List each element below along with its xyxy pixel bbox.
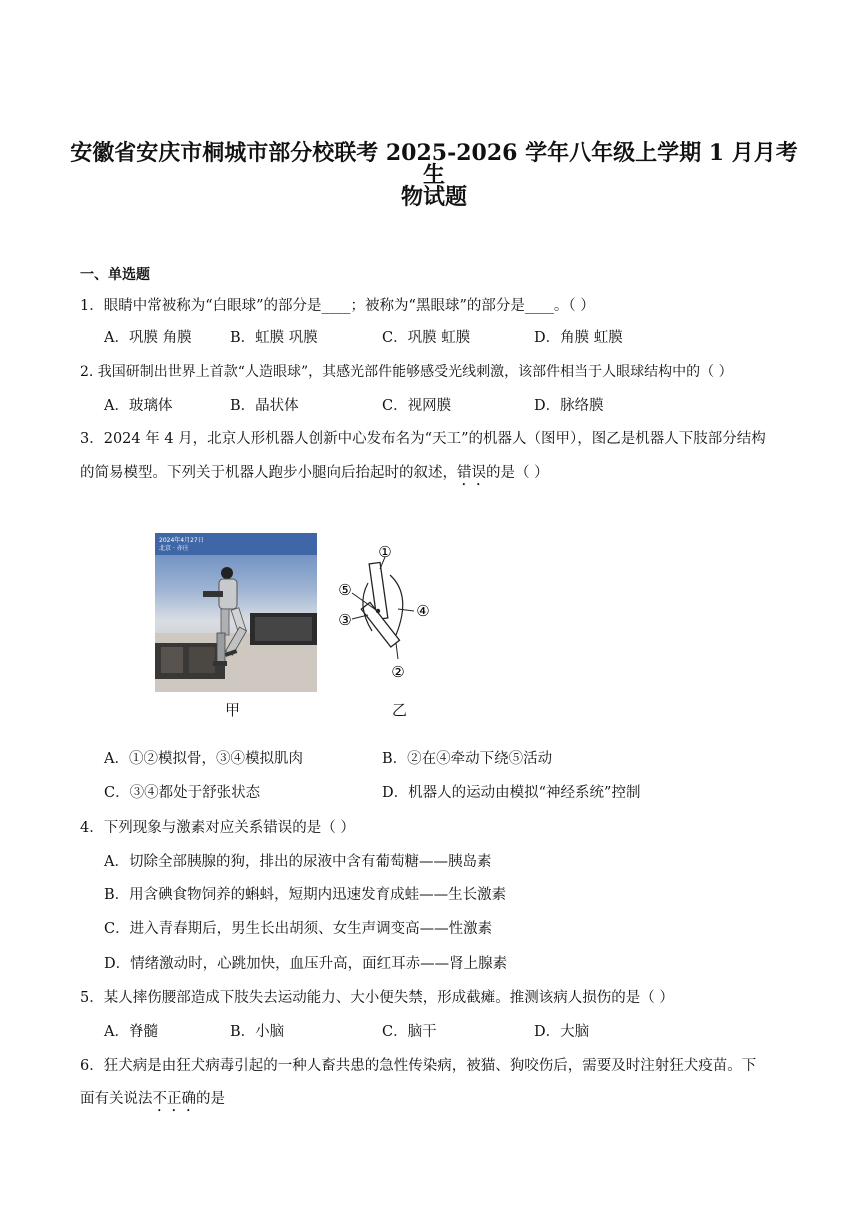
- question-3-option-a: A．①②模拟骨，③④模拟肌肉: [104, 751, 303, 767]
- question-1-option-d: D．角膜 虹膜: [534, 330, 623, 346]
- question-5-stem: 5．某人摔伤腰部造成下肢失去运动能力、大小便失禁，形成截瘫。推测该病人损伤的是（ ）: [80, 990, 674, 1006]
- question-5-option-c: C．脑干: [382, 1024, 437, 1040]
- question-3-stem-line-1: 3．2024 年 4 月，北京人形机器人创新中心发布名为“天工”的机器人（图甲），图乙是机器人下肢部分结构: [80, 431, 766, 447]
- photo-date-overlay: 2024年4月27日: [159, 537, 204, 544]
- question-5-option-a: A．脊髓: [104, 1024, 158, 1040]
- photo-place-overlay: 北京 · 亦庄: [159, 545, 189, 552]
- emphasis-word: 错误: [457, 465, 486, 481]
- question-3-option-c: C．③④都处于舒张状态: [104, 785, 261, 801]
- question-5-option-b: B．小脑: [230, 1024, 285, 1040]
- page-title-continued: 物试题: [400, 184, 467, 210]
- question-6-stem-line-1: 6．狂犬病是由狂犬病毒引起的一种人畜共患的急性传染病，被猫、狗咬伤后，需要及时注射狂犬疫苗。下: [80, 1058, 757, 1074]
- question-3-option-d: D．机器人的运动由模拟“神经系统”控制: [382, 785, 641, 801]
- emphasis-word: 不正确: [152, 1091, 196, 1107]
- question-4-option-a: A．切除全部胰腺的狗，排出的尿液中含有葡萄糖——胰岛素: [104, 854, 492, 870]
- question-4-stem: 4．下列现象与激素对应关系错误的是（ ）: [80, 820, 355, 836]
- question-1-option-c: C．巩膜 虹膜: [382, 330, 471, 346]
- question-2-option-c: C．视网膜: [382, 398, 452, 414]
- figure-label-yi: 乙: [392, 701, 408, 719]
- diagram-mark-1: ①: [378, 543, 392, 561]
- page-title: 安徽省安庆市桐城市部分校联考 2025-2026 学年八年级上学期 1 月月考生: [70, 140, 798, 188]
- robot-photo: [155, 533, 317, 692]
- diagram-mark-5: ⑤: [338, 581, 352, 599]
- question-2-option-a: A．玻璃体: [104, 398, 173, 414]
- question-4-option-c: C．进入青春期后，男生长出胡须、女生声调变高——性激素: [104, 921, 493, 937]
- diagram-mark-3: ③: [338, 611, 352, 629]
- question-1-option-b: B．虹膜 巩膜: [230, 330, 318, 346]
- question-2-stem: 2. 我国研制出世界上首款“人造眼球”，其感光部件能够感受光线刺激，该部件相当于人眼球结构中的（ ）: [80, 364, 733, 380]
- diagram-mark-4: ④: [416, 602, 430, 620]
- question-4-option-b: B．用含碘食物饲养的蝌蚪，短期内迅速发育成蛙——生长激素: [104, 887, 507, 903]
- question-1-stem: 1．眼睛中常被称为“白眼球”的部分是____；被称为“黑眼球”的部分是____。（ ）: [80, 298, 595, 314]
- section-heading: 一、单选题: [80, 267, 150, 283]
- figure-label-jia: 甲: [225, 701, 241, 719]
- question-4-option-d: D．情绪激动时，心跳加快，血压升高，面红耳赤——肾上腺素: [104, 956, 508, 972]
- question-3-option-b: B．②在④牵动下绕⑤活动: [382, 751, 553, 767]
- question-3-stem-line-2: 的简易模型。下列关于机器人跑步小腿向后抬起时的叙述，错误的是（ ）: [80, 465, 549, 481]
- diagram-mark-2: ②: [391, 663, 405, 681]
- question-6-stem-line-2: 面有关说法不正确的是: [80, 1091, 225, 1107]
- leg-model-diagram: [330, 535, 440, 685]
- question-2-option-b: B．晶状体: [230, 398, 299, 414]
- question-5-option-d: D．大脑: [534, 1024, 590, 1040]
- question-1-option-a: A．巩膜 角膜: [104, 330, 192, 346]
- question-2-option-d: D．脉络膜: [534, 398, 604, 414]
